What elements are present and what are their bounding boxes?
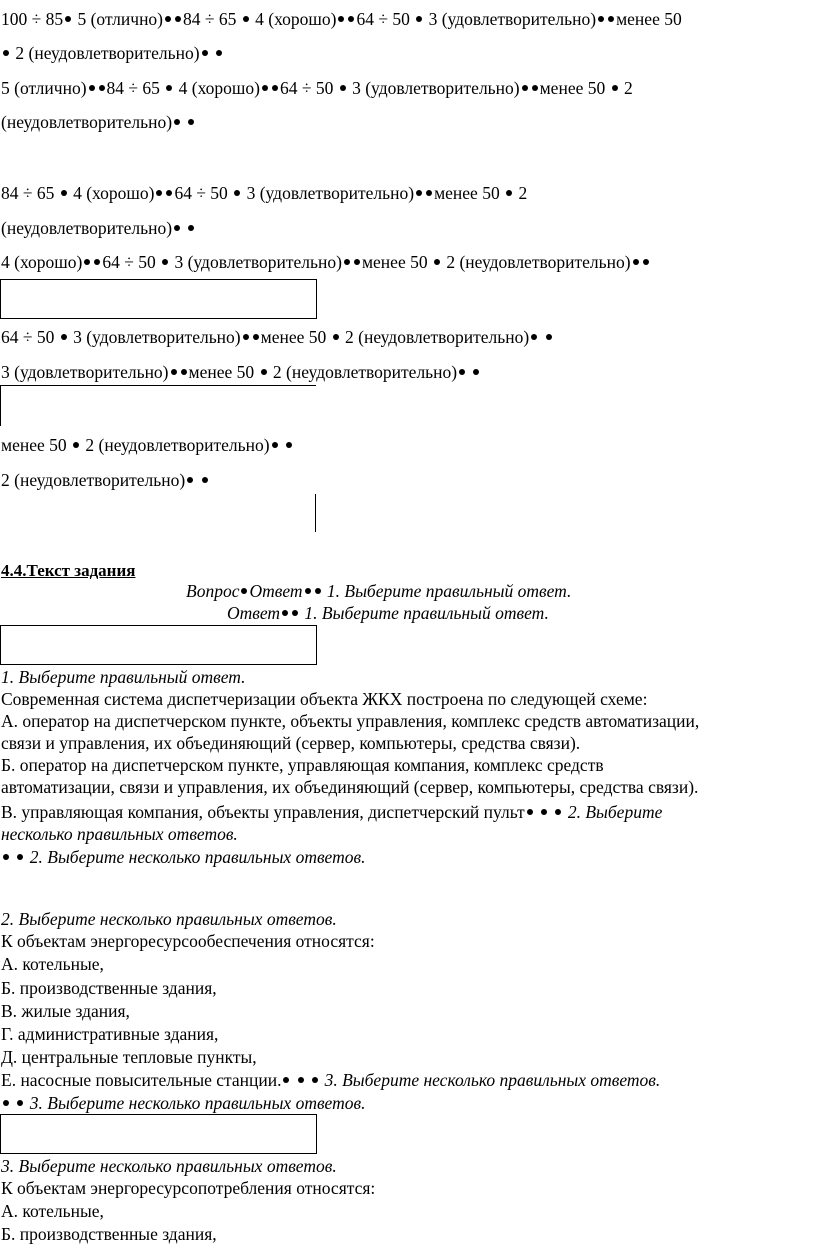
bullet-icon	[234, 190, 240, 196]
bullet-icon	[473, 369, 479, 375]
grade-label: (неудовлетворительно)	[1, 218, 173, 238]
grading-line-8	[1, 326, 554, 348]
bullet-icon	[546, 334, 552, 340]
bullet-icon	[65, 16, 71, 22]
bullet-icon	[416, 16, 422, 22]
answer-option: А. котельные,	[1, 954, 104, 974]
bullet-icon	[426, 190, 432, 196]
caption-label: 1. Выберите правильный ответ.	[304, 603, 549, 623]
bullet-icon	[165, 16, 171, 22]
question-caption	[1, 846, 365, 868]
question-caption	[1, 1092, 365, 1114]
bullet-icon	[162, 259, 168, 265]
answer-option: А. оператор на диспетчерском пункте, объекты управления, комплекс средств автоматизации,	[1, 711, 700, 731]
bullet-icon	[348, 16, 354, 22]
answer-option: связи и управления, их объединяющий (сервер, компьютеры, средства связи).	[1, 733, 581, 753]
grade-label: 3 (удовлетворительно)	[1, 362, 169, 382]
grade-range: менее 50	[1, 435, 67, 455]
bullet-icon	[187, 477, 193, 483]
grade-range: менее 50	[260, 327, 327, 347]
caption-label: 2. Выберите несколько правильных ответов.	[29, 847, 366, 867]
answer-option: В. жилые здания,	[1, 1001, 130, 1021]
bullet-icon	[608, 16, 614, 22]
bullet-icon	[541, 809, 547, 815]
bullet-icon	[202, 50, 208, 56]
grade-range: менее 50	[361, 252, 428, 272]
grading-line-7	[1, 251, 651, 273]
bullet-icon	[612, 85, 618, 91]
bullet-icon	[531, 334, 537, 340]
caption-label: 1. Выберите правильный ответ.	[326, 581, 572, 601]
bullet-icon	[3, 854, 9, 860]
grade-label: 3 (удовлетворительно)	[73, 327, 241, 347]
grade-label: 3 (удовлетворительно)	[352, 78, 520, 98]
grade-label: 3 (удовлетворительно)	[428, 9, 597, 29]
grade-range: менее 50	[616, 9, 682, 29]
grade-label: 4 (хорошо)	[1, 252, 83, 272]
grade-label: 2 (неудовлетворительно)	[1, 470, 186, 490]
bullet-icon	[61, 334, 67, 340]
grade-label: 5 (отлично)	[77, 9, 164, 29]
grade-range: 64 ÷ 50	[174, 183, 228, 203]
answer-option: автоматизации, связи и управления, их объединяющий (сервер, компьютеры, средства связи).	[1, 777, 699, 797]
grade-range: 64 ÷ 50	[102, 252, 156, 272]
grade-label: 2 (неудовлетворительно)	[15, 43, 200, 63]
grade-range: 84 ÷ 65	[1, 183, 55, 203]
bullet-icon	[598, 16, 604, 22]
bullet-icon	[99, 85, 105, 91]
bullet-icon	[188, 225, 194, 231]
answer-option: Д. центральные тепловые пункты,	[1, 1047, 257, 1067]
bullet-icon	[416, 190, 422, 196]
bullet-icon	[166, 85, 172, 91]
bullet-icon	[243, 16, 249, 22]
bullet-icon	[643, 259, 649, 265]
question-3-text: К объектам энергоресурсопотребления относятся:	[1, 1178, 376, 1198]
bullet-icon	[253, 334, 259, 340]
grade-label: 2	[518, 183, 528, 203]
grading-line-5	[1, 182, 527, 204]
grading-line-10	[1, 434, 294, 456]
caption-label: 3. Выберите несколько правильных ответов.	[324, 1070, 661, 1090]
bullet-icon	[241, 588, 247, 594]
bullet-icon	[94, 259, 100, 265]
answer-option	[1, 1069, 660, 1091]
grading-line-9	[1, 361, 481, 383]
grade-range: 64 ÷ 50	[1, 327, 55, 347]
grade-range: 64 ÷ 50	[356, 9, 410, 29]
bullet-icon	[338, 16, 344, 22]
answer-option: А. котельные,	[1, 1201, 104, 1221]
bullet-icon	[633, 259, 639, 265]
grade-label: 2 (неудовлетворительно)	[345, 327, 530, 347]
bullet-icon	[282, 610, 288, 616]
grade-label: 2 (неудовлетворительно)	[446, 252, 631, 272]
bullet-icon	[174, 119, 180, 125]
bullet-icon	[354, 259, 360, 265]
bullet-icon	[3, 50, 9, 56]
bullet-icon	[459, 369, 465, 375]
grade-label: 2 (неудовлетворительно)	[272, 362, 458, 382]
bullet-icon	[555, 809, 561, 815]
grading-line-3	[1, 77, 633, 99]
bullet-icon	[506, 190, 512, 196]
bullet-icon	[17, 854, 23, 860]
bullet-icon	[89, 85, 95, 91]
caption-label: Вопрос	[186, 581, 240, 601]
bullet-icon	[188, 119, 194, 125]
question-3-title: 3. Выберите несколько правильных ответов.	[1, 1156, 337, 1176]
bullet-icon	[84, 259, 90, 265]
grade-label: 2 (неудовлетворительно)	[85, 435, 270, 455]
bullet-icon	[156, 190, 162, 196]
form-box	[0, 625, 317, 665]
question-2-title: 2. Выберите несколько правильных ответов.	[1, 909, 337, 929]
caption-label: Ответ	[249, 581, 303, 601]
grading-line-4	[1, 111, 196, 133]
answer-option: Б. производственные здания,	[1, 978, 217, 998]
answer-text: В. управляющая компания, объекты управления, диспетчерский пульт	[1, 802, 525, 822]
form-divider	[315, 494, 316, 532]
answer-option: Б. оператор на диспетчерском пункте, управляющая компания, комплекс средств	[1, 755, 604, 775]
grade-range: менее 50	[434, 183, 500, 203]
bullet-icon	[174, 225, 180, 231]
grade-range: 100 ÷ 85	[1, 9, 64, 29]
bullet-icon	[61, 190, 67, 196]
bullet-icon	[344, 259, 350, 265]
form-box	[0, 279, 317, 319]
grade-range: 84 ÷ 65	[183, 9, 237, 29]
answer-caption	[227, 603, 549, 624]
caption-label: несколько правильных ответов.	[1, 824, 238, 844]
bullet-icon	[286, 442, 292, 448]
grade-label: 5 (отлично)	[1, 78, 87, 98]
form-box	[0, 385, 316, 426]
grade-label: 4 (хорошо)	[255, 9, 337, 29]
grade-label: (неудовлетворительно)	[1, 112, 173, 132]
bullet-icon	[292, 610, 298, 616]
bullet-icon	[261, 369, 267, 375]
bullet-icon	[333, 334, 339, 340]
section-heading: 4.4.Текст задания	[1, 561, 136, 580]
bullet-icon	[17, 1100, 23, 1106]
bullet-icon	[175, 16, 181, 22]
grading-line-6	[1, 217, 196, 239]
bullet-icon	[166, 190, 172, 196]
bullet-icon	[527, 809, 533, 815]
grade-range: 84 ÷ 65	[106, 78, 160, 98]
answer-option	[1, 801, 662, 823]
grade-label: 3 (удовлетворительно)	[174, 252, 342, 272]
bullet-icon	[532, 85, 538, 91]
bullet-icon	[434, 259, 440, 265]
bullet-icon	[3, 1100, 9, 1106]
grade-label: 2	[623, 78, 633, 98]
grade-range: менее 50	[188, 362, 255, 382]
bullet-icon	[315, 588, 321, 594]
bullet-icon	[171, 369, 177, 375]
grading-line-2	[1, 42, 224, 64]
caption-label: 3. Выберите несколько правильных ответов.	[29, 1093, 366, 1113]
form-box	[0, 1114, 317, 1154]
grade-label: 3 (удовлетворительно)	[246, 183, 415, 203]
bullet-icon	[283, 1077, 289, 1083]
grade-range: 64 ÷ 50	[279, 78, 334, 98]
bullet-icon	[73, 442, 79, 448]
answer-text: Е. насосные повысительные станции.	[1, 1070, 282, 1090]
bullet-icon	[262, 85, 268, 91]
answer-option: Г. административные здания,	[1, 1024, 219, 1044]
question-answer-caption	[186, 581, 571, 602]
bullet-icon	[298, 1077, 304, 1083]
bullet-icon	[272, 442, 278, 448]
grading-line-1	[1, 8, 682, 30]
bullet-icon	[216, 50, 222, 56]
bullet-icon	[181, 369, 187, 375]
question-2-text: К объектам энергоресурсообеспечения относятся:	[1, 931, 375, 951]
question-1-title: 1. Выберите правильный ответ.	[1, 667, 246, 687]
grade-label: 4 (хорошо)	[178, 78, 260, 98]
answer-option: Б. производственные здания,	[1, 1224, 217, 1244]
bullet-icon	[340, 85, 346, 91]
bullet-icon	[272, 85, 278, 91]
grade-range: менее 50	[539, 78, 606, 98]
caption-label: 2. Выберите	[567, 802, 663, 822]
bullet-icon	[522, 85, 528, 91]
bullet-icon	[305, 588, 311, 594]
bullet-icon	[312, 1077, 318, 1083]
question-1-text: Современная система диспетчеризации объекта ЖКХ построена по следующей схеме:	[1, 689, 648, 709]
grading-line-11	[1, 469, 210, 491]
bullet-icon	[243, 334, 249, 340]
bullet-icon	[202, 477, 208, 483]
grade-label: 4 (хорошо)	[73, 183, 155, 203]
caption-label: Ответ	[227, 603, 281, 623]
